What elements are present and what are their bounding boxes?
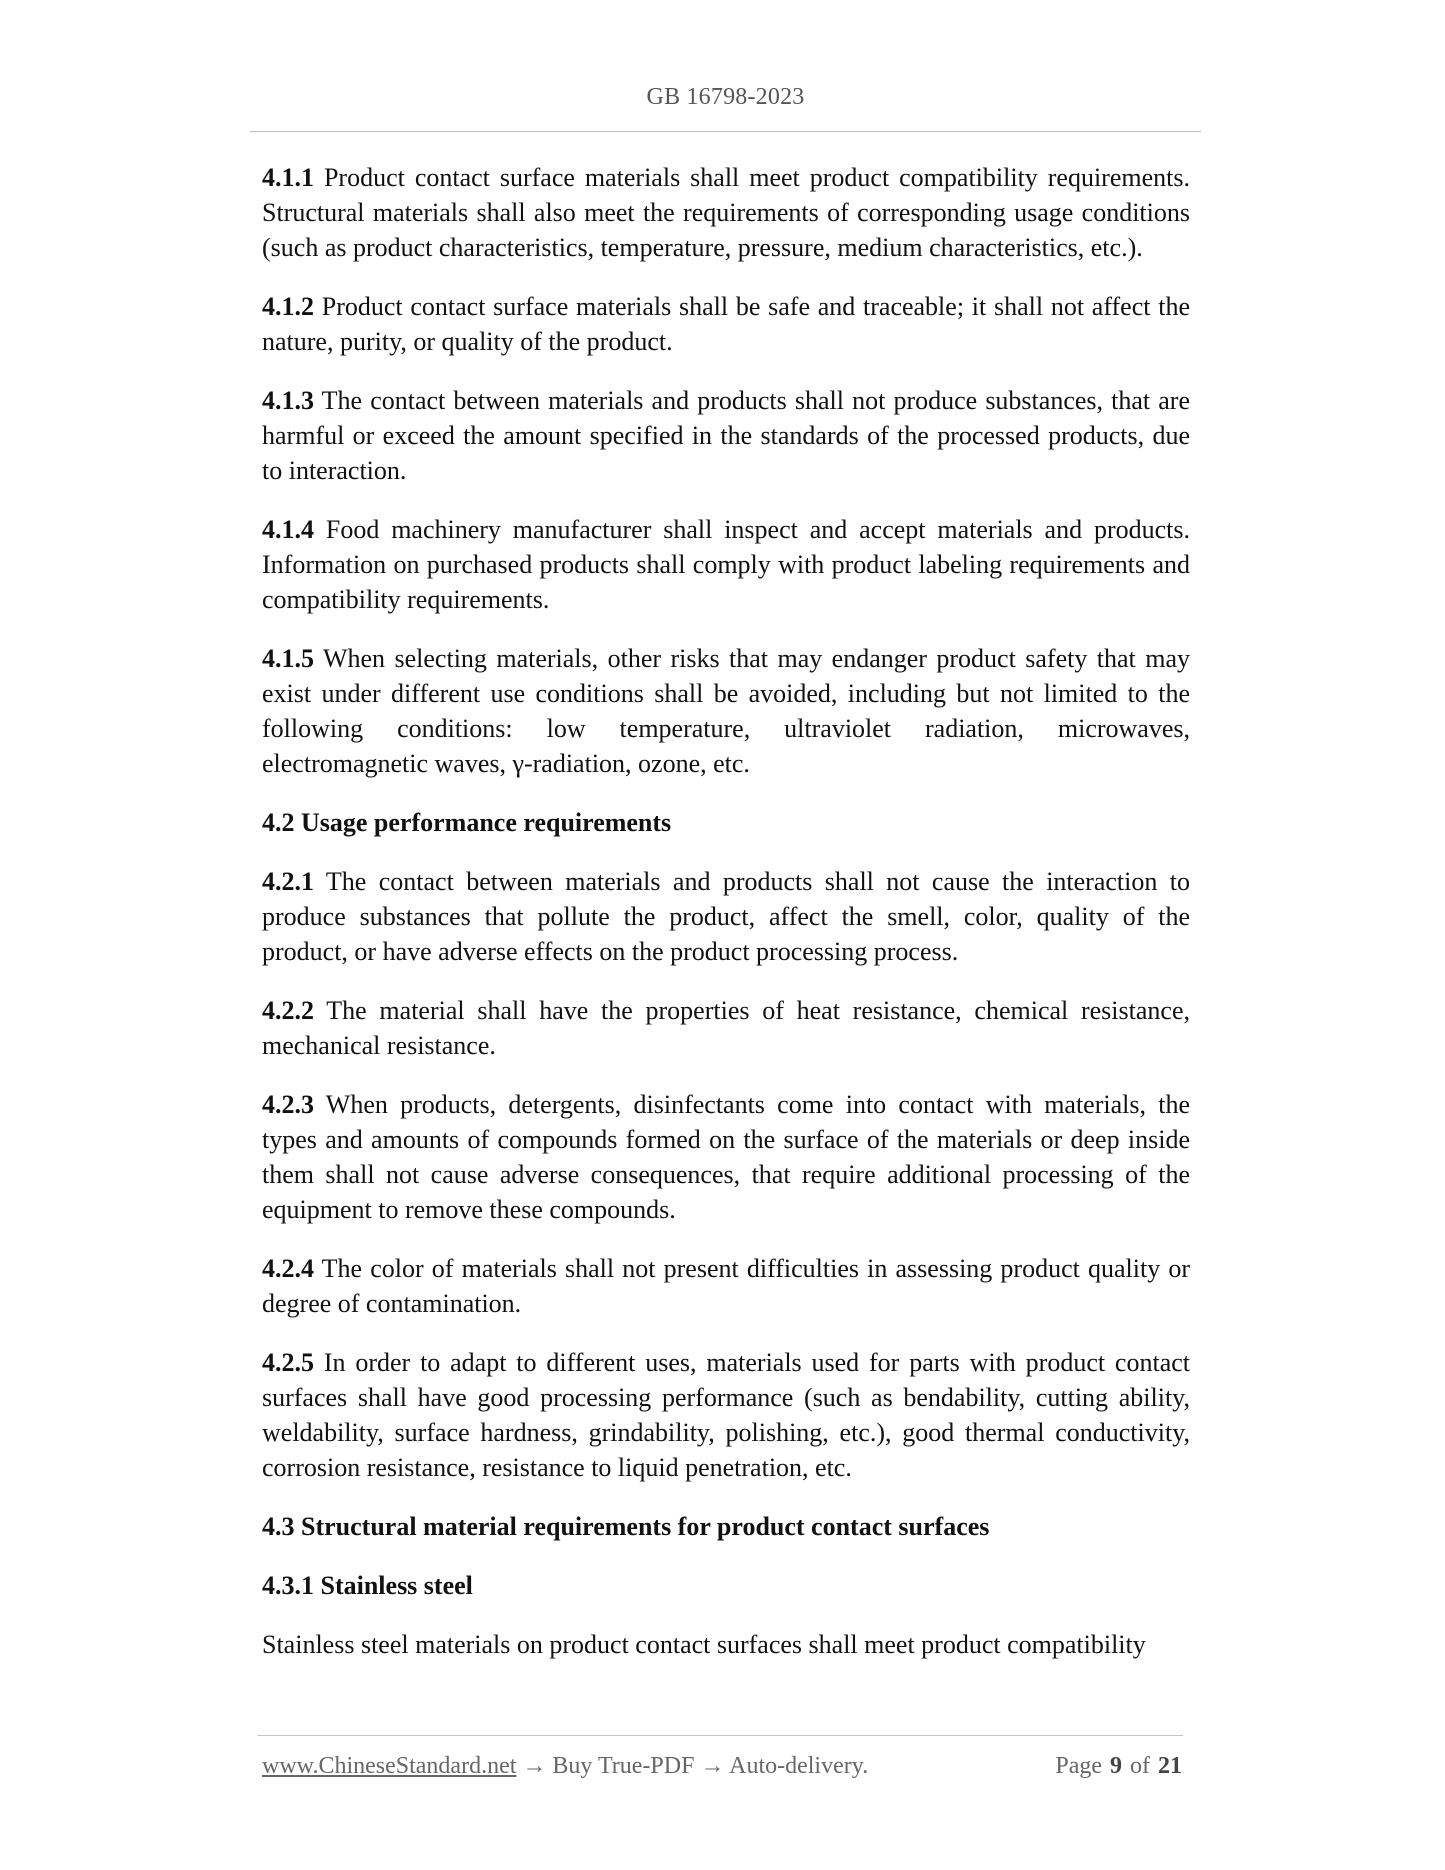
of-label: of — [1130, 1753, 1150, 1779]
clause-text: When selecting materials, other risks that may endanger product safety that may exist under different use conditions shall be avoided, including but not limited to the following conditions: low temperature, ultraviolet radiation, microwaves, electromagnetic waves, γ-radiation, ozone, etc. — [262, 644, 1190, 778]
clause-number: 4.2.5 — [262, 1348, 314, 1377]
page-total: 21 — [1158, 1753, 1182, 1779]
clause-number: 4.1.4 — [262, 515, 314, 544]
clause-number: 4.1.1 — [262, 163, 314, 192]
clause-4-2-4 — [262, 1251, 1190, 1321]
page-label: Page — [1055, 1753, 1102, 1779]
clause-text: The material shall have the properties of heat resistance, chemical resistance, mechanical resistance. — [262, 996, 1190, 1060]
clause-4-1-5 — [262, 641, 1190, 781]
clause-text: Product contact surface materials shall be safe and traceable; it shall not affect the nature, purity, or quality of the product. — [262, 292, 1190, 356]
clause-number: 4.1.5 — [262, 644, 314, 673]
clause-4-2-2 — [262, 993, 1190, 1063]
page-current: 9 — [1110, 1753, 1122, 1779]
page-number — [1055, 1753, 1182, 1780]
page-content — [262, 160, 1190, 1686]
clause-4-2-1 — [262, 864, 1190, 969]
section-heading-4-3: 4.3 Structural material requirements for product contact surfaces — [262, 1512, 990, 1541]
clause-text: The contact between materials and products shall not produce substances, that are harmful or exceed the amount specified in the standards of the processed products, due to interaction. — [262, 386, 1190, 485]
clause-number: 4.2.1 — [262, 867, 314, 896]
footer-divider — [258, 1735, 1183, 1736]
clause-4-1-4 — [262, 512, 1190, 617]
footer-left — [262, 1753, 868, 1780]
clause-4-1-1 — [262, 160, 1190, 265]
page-header-doc-code: GB 16798-2023 — [646, 84, 805, 110]
clause-text: Product contact surface materials shall meet product compatibility requirements. Structural materials shall also meet the requirements of corresponding usage conditions (such as product characteristics, temperature, pressure, medium characteristics, etc.). — [262, 163, 1190, 262]
header-divider — [250, 131, 1201, 132]
clause-number: 4.1.3 — [262, 386, 314, 415]
clause-4-2-5 — [262, 1345, 1190, 1485]
section-heading-4-3-1: 4.3.1 Stainless steel — [262, 1571, 473, 1600]
footer-tagline: → Buy True-PDF → Auto-delivery. — [516, 1753, 869, 1779]
clause-text: Food machinery manufacturer shall inspect and accept materials and products. Information on purchased products shall comply with product labeling requirements and compatibility requirements. — [262, 515, 1190, 614]
clause-number: 4.1.2 — [262, 292, 314, 321]
site-link[interactable]: www.ChineseStandard.net — [262, 1753, 517, 1779]
paragraph-4-3-1: Stainless steel materials on product contact surfaces shall meet product compatibility — [262, 1630, 1146, 1659]
clause-text: In order to adapt to different uses, materials used for parts with product contact surfaces shall have good processing performance (such as bendability, cutting ability, weldability, surface hardness, grindability, polishing, etc.), good thermal conductivity, corrosion resistance, resistance to liquid penetration, etc. — [262, 1348, 1190, 1482]
clause-4-1-3 — [262, 383, 1190, 488]
clause-text: When products, detergents, disinfectants come into contact with materials, the types and amounts of compounds formed on the surface of the materials or deep inside them shall not cause adverse consequences, that require additional processing of the equipment to remove these compounds. — [262, 1090, 1190, 1224]
section-heading-4-2: 4.2 Usage performance requirements — [262, 808, 672, 837]
clause-text: The color of materials shall not present difficulties in assessing product quality or degree of contamination. — [262, 1254, 1190, 1318]
clause-text: The contact between materials and products shall not cause the interaction to produce substances that pollute the product, affect the smell, color, quality of the product, or have adverse effects on the product processing process. — [262, 867, 1190, 966]
clause-number: 4.2.4 — [262, 1254, 314, 1283]
clause-4-1-2 — [262, 289, 1190, 359]
clause-4-2-3 — [262, 1087, 1190, 1227]
clause-number: 4.2.2 — [262, 996, 314, 1025]
clause-number: 4.2.3 — [262, 1090, 314, 1119]
